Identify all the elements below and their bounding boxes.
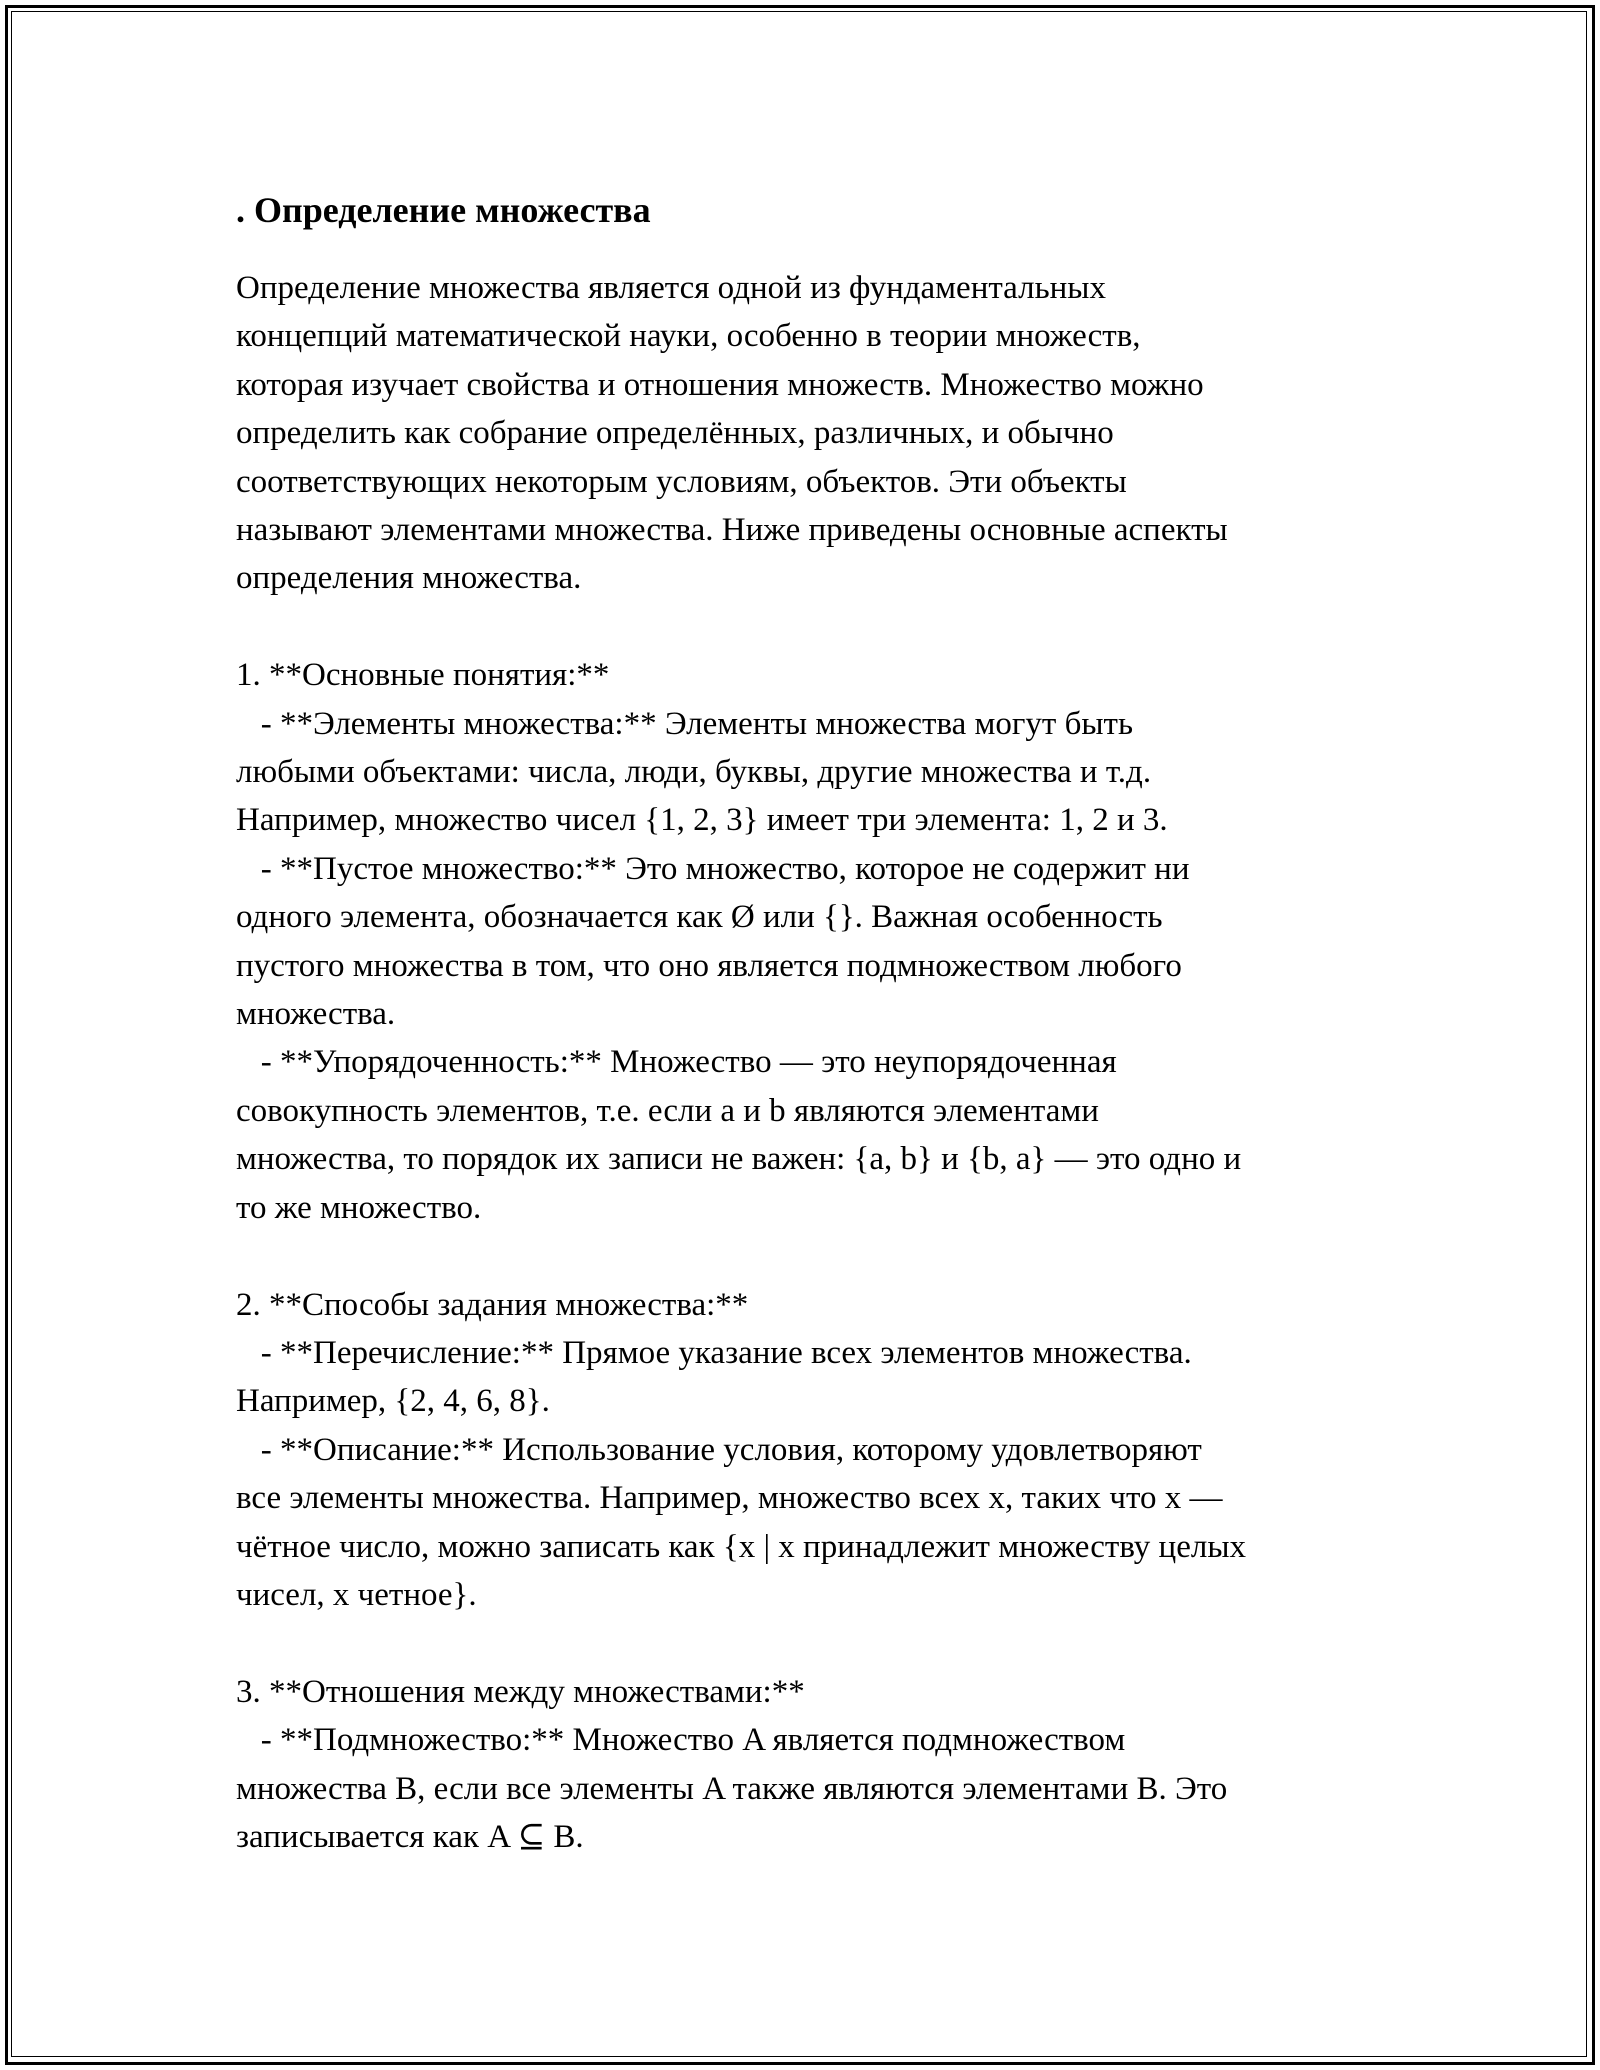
intro-paragraph: Определение множества является одной из фундаментальных концепций математической науки, особенно в теории множеств, которая изучает свойства и отношения множеств. Множество можно определить как собрание определённых, различных, и обычно соответствующих некоторым условиям, объектов. Эти объекты называют элементами множества. Ниже приведены основные аспекты определения множества. — [236, 270, 1228, 597]
paragraph-gap — [236, 1232, 1366, 1280]
list-item: - **Пустое множество:** Это множество, которое не содержит ни одного элемента, обозначается как Ø или {}. Важная особенность пустого множества в том, что оно является подмножеством любого множества. — [236, 850, 1190, 1033]
list-item: - **Описание:** Использование условия, которому удовлетворяют все элементы множества. Например, множество всех x, таких что x — чётное число, можно записать как {x | x принадлежит множеству целых чисел, x четное}. — [236, 1431, 1246, 1613]
section-set-relations — [236, 1668, 1366, 1862]
document-body — [236, 186, 1366, 1861]
list-item: - **Перечисление:** Прямое указание всех элементов множества. Например, {2, 4, 6, 8}. — [236, 1334, 1192, 1420]
section-heading: 2. **Способы задания множества:** — [236, 1286, 749, 1323]
document-title: . Определение множества — [236, 190, 651, 230]
section-definition-methods — [236, 1281, 1366, 1620]
section-heading: 3. **Отношения между множествами:** — [236, 1673, 805, 1710]
list-item: - **Упорядоченность:** Множество — это неупорядоченная совокупность элементов, т.е. если a и b являются элементами множества, то порядок их записи не важен: {a, b} и {b, a} — это одно и то же множество. — [236, 1044, 1242, 1226]
section-basic-concepts — [236, 651, 1366, 1232]
list-item: - **Подмножество:** Множество A является подмножеством множества B, если все элементы A также являются элементами B. Это записывается как A ⊆ B. — [236, 1722, 1228, 1855]
section-heading: 1. **Основные понятия:** — [236, 657, 610, 694]
list-item: - **Элементы множества:** Элементы множества могут быть любыми объектами: числа, люди, буквы, другие множества и т.д. Например, множество чисел {1, 2, 3} имеет три элемента: 1, 2 и 3. — [236, 705, 1168, 839]
paragraph-gap — [236, 603, 1366, 651]
paragraph-gap — [236, 1619, 1366, 1667]
